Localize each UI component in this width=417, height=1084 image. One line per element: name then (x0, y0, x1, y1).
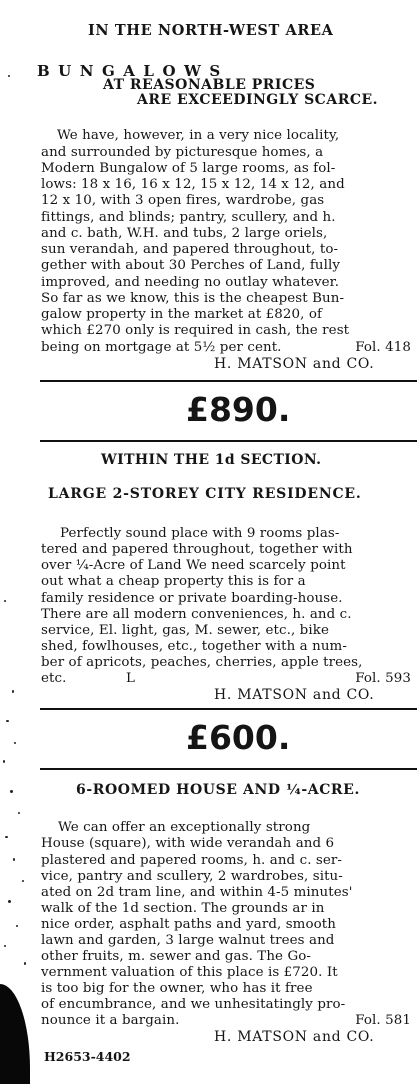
body-line: walk of the 1d section. The grounds ar in (41, 901, 325, 916)
body-line: and c. bath, W.H. and tubs, 2 large oriels, (41, 226, 328, 241)
body-line: family residence or private boarding-house. (41, 591, 343, 606)
body-line: House (square), with wide verandah and 6 (41, 836, 335, 851)
scarce-heading: ARE EXCEEDINGLY SCARCE. (137, 92, 379, 108)
section-divider (40, 440, 417, 442)
body-line: being on mortgage at 5½ per cent. (41, 340, 282, 355)
body-line: shed, fowlhouses, etc., together with a num- (41, 639, 347, 654)
body-line: There are all modern conveniences, h. and c. (41, 607, 352, 622)
body-line: We have, however, in a very nice locality, (57, 128, 340, 143)
stray-letter: L (126, 671, 135, 686)
price-heading: £600. (186, 718, 291, 757)
body-line: over ¼-Acre of Land We need scarcely point (41, 558, 346, 573)
agent-signature: H. MATSON and CO. (214, 356, 375, 372)
body-line: out what a cheap property this is for a (41, 574, 306, 589)
property-heading: LARGE 2-STOREY CITY RESIDENCE. (48, 486, 362, 502)
body-line: ber of apricots, peaches, cherries, apple trees, (41, 655, 363, 670)
body-line: etc. (41, 671, 67, 686)
body-line: ated on 2d tram line, and within 4-5 minutes' (41, 885, 353, 900)
area-heading: IN THE NORTH-WEST AREA (88, 22, 334, 39)
body-line: and surrounded by picturesque homes, a (41, 145, 324, 160)
folio-number: Fol. 581 (355, 1013, 411, 1028)
body-line: vernment valuation of this place is £720. It (41, 965, 338, 980)
scan-shadow (0, 984, 30, 1084)
body-line: nounce it a bargain. (41, 1013, 180, 1028)
body-line: We can offer an exceptionally strong (58, 820, 311, 835)
body-line: sun verandah, and papered throughout, to- (41, 242, 339, 257)
body-line: other fruits, m. sewer and gas. The Go- (41, 949, 312, 964)
body-line: service, El. light, gas, M. sewer, etc., bike (41, 623, 329, 638)
agent-signature: H. MATSON and CO. (214, 687, 375, 703)
body-line: is too big for the owner, who has it free (41, 981, 313, 996)
body-line: nice order, asphalt paths and yard, smooth (41, 917, 337, 932)
body-line: lawn and garden, 3 large walnut trees and (41, 933, 335, 948)
body-line: Perfectly sound place with 9 rooms plas- (60, 526, 340, 541)
body-line: vice, pantry and scullery, 2 wardrobes, situ- (41, 869, 343, 884)
section-divider (40, 380, 417, 382)
section-subheading: WITHIN THE 1d SECTION. (101, 452, 322, 468)
body-line: fittings, and blinds; pantry, scullery, and h. (41, 210, 336, 225)
reference-code: H2653-4402 (44, 1049, 131, 1064)
body-line: of encumbrance, and we unhesitatingly pro- (41, 997, 346, 1012)
folio-number: Fol. 593 (355, 671, 411, 686)
body-line: gether with about 30 Perches of Land, fully (41, 258, 341, 273)
body-line: galow property in the market at £820, of (41, 307, 323, 322)
body-line: tered and papered throughout, together with (41, 542, 353, 557)
bungalows-heading: BUNGALOWS (37, 62, 229, 80)
reasonable-prices-heading: AT REASONABLE PRICES (103, 77, 316, 93)
body-line: lows: 18 x 16, 16 x 12, 15 x 12, 14 x 12, and (41, 177, 345, 192)
body-line: improved, and needing no outlay whatever. (41, 275, 340, 290)
section-divider (40, 708, 417, 710)
agent-signature: H. MATSON and CO. (214, 1029, 375, 1045)
body-line: Modern Bungalow of 5 large rooms, as fol- (41, 161, 336, 176)
section-divider (40, 768, 417, 770)
price-heading: £890. (186, 390, 291, 429)
body-line: plastered and papered rooms, h. and c. ser- (41, 853, 343, 868)
body-line: So far as we know, this is the cheapest Bun- (41, 291, 345, 306)
folio-number: Fol. 418 (355, 340, 411, 355)
body-line: which £270 only is required in cash, the rest (41, 323, 350, 338)
property-heading: 6-ROOMED HOUSE AND ¼-ACRE. (76, 782, 360, 798)
body-line: 12 x 10, with 3 open fires, wardrobe, gas (41, 193, 325, 208)
